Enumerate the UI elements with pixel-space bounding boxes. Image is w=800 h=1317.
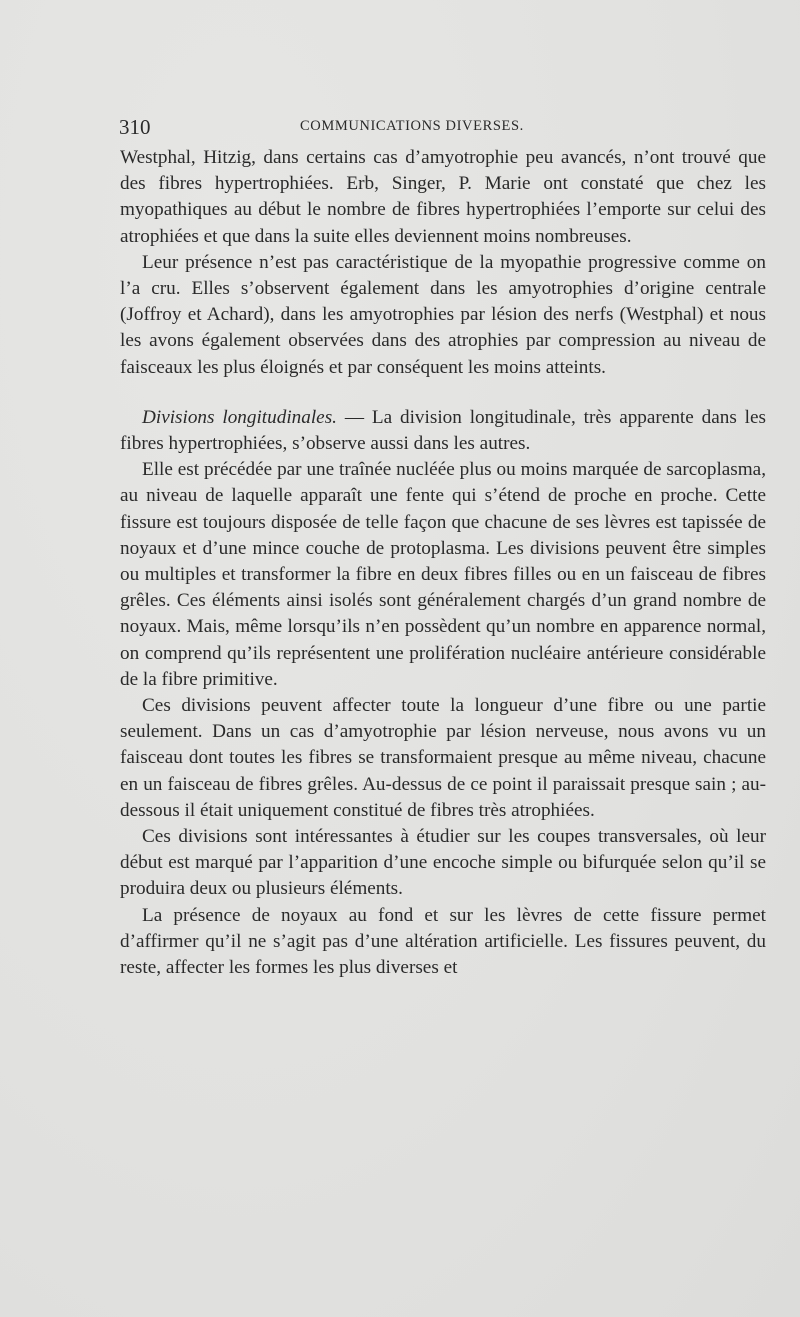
body-text (120, 145, 766, 981)
running-head-title: COMMUNICATIONS DIVERSES. (300, 118, 524, 134)
paragraph: Elle est précédée par une traînée nucléée plus ou moins marquée de sarcoplasma, au niveau de laquelle apparaît une fente qui s’étend de proche en proche. Cette fissure est toujours disposée de telle façon que chacune de ses lèvres est tapissée de noyaux et d’une mince couche de protoplasma. Les divisions peuvent être simples ou multiples et transformer la fibre en deux fibres filles ou en un faisceau de fibres grêles. Ces éléments ainsi isolés sont généralement chargés d’un grand nombre de noyaux. Mais, même lorsqu’ils n’en possèdent qu’un nombre en apparence normal, on comprend qu’ils représentent une prolifération nucléaire antérieure considérable de la fibre primitive. (120, 459, 766, 690)
paragraph: Leur présence n’est pas caractéristique de la myopathie progressive comme on l’a cru. Elles s’observent également dans les amyotrophies d’origine centrale (Joffroy et Achard), dans les amyotrophies par lésion des nerfs (Westphal) et nous les avons également observées dans des atrophies par compression au niveau de faisceaux les plus éloignés et par conséquent les moins atteints. (120, 251, 766, 378)
paragraph: La présence de noyaux au fond et sur les lèvres de cette fissure permet d’affirmer qu’il ne s’agit pas d’une altération artificielle. Les fissures peuvent, du reste, affecter les formes les plus diverses et (120, 904, 766, 979)
paragraph: Ces divisions peuvent affecter toute la longueur d’une fibre ou une partie seulement. Dans un cas d’amyotrophie par lésion nerveuse, nous avons vu un faisceau dont toutes les fibres se transformaient presque au même niveau, chacune en un faisceau de fibres grêles. Au-dessus de ce point il paraissait presque sain ; au-dessous il était uniquement constitué de fibres très atrophiées. (120, 695, 766, 821)
section-paragraph-divisions-longitudinales (120, 405, 766, 457)
page-number: 310 (119, 115, 151, 139)
running-head (120, 115, 766, 145)
section-heading-inline: Divisions longitudinales. (142, 406, 337, 428)
paragraph-text: — La division longitudinale, très apparente dans les fibres hypertrophiées, s’observe aussi dans les autres. (120, 406, 767, 455)
paragraph: Westphal, Hitzig, dans certains cas d’amyotrophie peu avancés, n’ont trouvé que des fibres hypertrophiées. Erb, Singer, P. Marie ont constaté que chez les myopathiques au début le nombre de fibres hypertrophiées l’emporte sur celui des atrophiées et que dans la suite elles deviennent moins nombreuses. (120, 147, 766, 247)
book-page (120, 115, 766, 981)
paragraph: Ces divisions sont intéressantes à étudier sur les coupes transversales, où leur début est marqué par l’apparition d’une encoche simple ou bifurquée selon qu’il se produira deux ou plusieurs éléments. (120, 826, 766, 900)
